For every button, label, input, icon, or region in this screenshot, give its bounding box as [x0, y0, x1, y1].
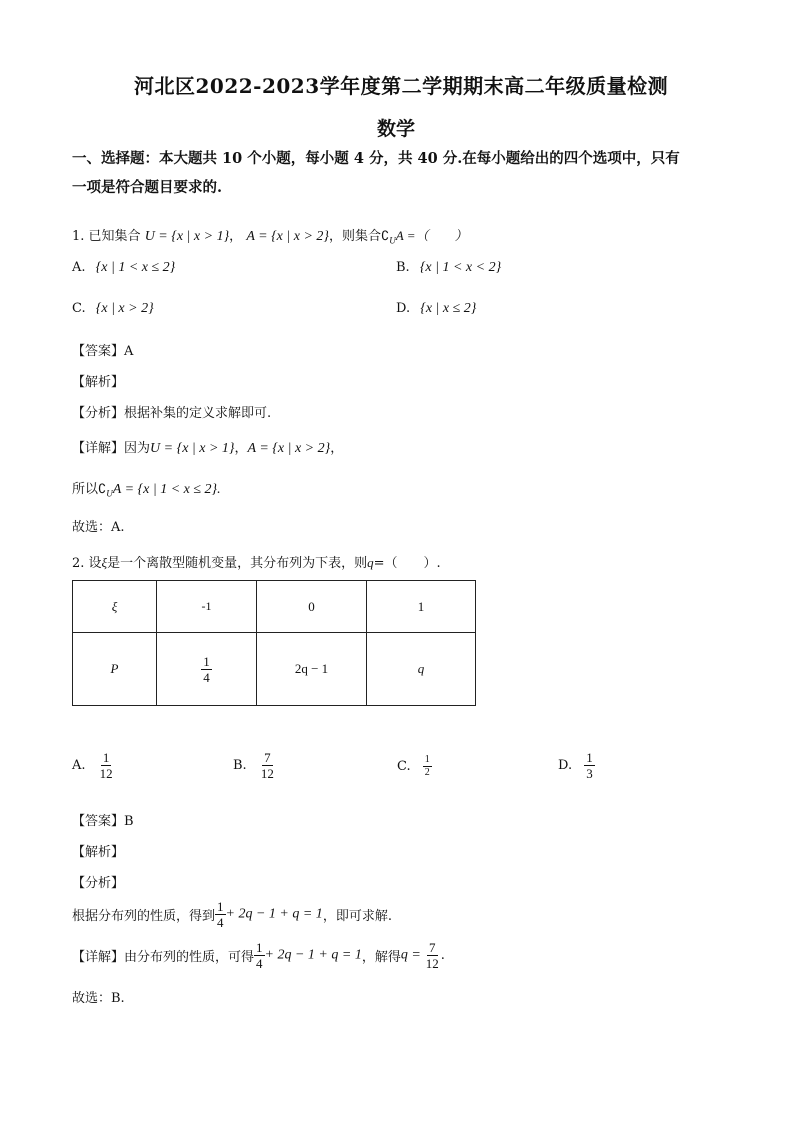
detail-text-a: 由分布列的性质，可得	[124, 950, 255, 965]
fraction-numerator: 7	[264, 750, 271, 765]
fraction-denominator: 4	[203, 669, 210, 685]
option-label: A.	[72, 758, 86, 773]
complement-symbol: ∁	[98, 481, 107, 496]
q2-fenxi	[72, 899, 392, 930]
fraction-denominator: 12	[99, 766, 113, 781]
q2-text: 是一个离散型随机变量，其分布列为下表，则	[107, 556, 368, 571]
table-row	[73, 633, 476, 706]
fraction-denominator: 12	[425, 956, 439, 971]
fraction-denominator: 3	[586, 766, 593, 781]
so-text: 所以	[72, 482, 99, 497]
q2-ask-end: =（ ）.	[373, 556, 441, 571]
fraction-numerator: 1	[203, 653, 210, 669]
option-label: C.	[72, 301, 86, 316]
q1-fenxi	[72, 402, 271, 421]
answer-value: B	[124, 814, 134, 829]
complement-sub: U	[389, 235, 396, 246]
fraction	[424, 940, 441, 971]
option-label: B.	[233, 758, 247, 773]
table-cell: 1	[367, 581, 476, 633]
table-cell: P	[73, 633, 157, 706]
section-heading	[72, 144, 680, 202]
detail-A: A = {x | x > 2}	[247, 441, 331, 456]
fraction	[423, 754, 432, 779]
fraction	[254, 940, 265, 971]
q1-choose: 故选：A.	[72, 520, 125, 535]
q2-analysis-tag: 【解析】	[72, 845, 125, 860]
fenxi-text: 根据补集的定义求解即可.	[124, 406, 272, 421]
table-cell: ξ	[73, 581, 157, 633]
detail-U: U = {x | x > 1}	[150, 441, 235, 456]
fraction	[215, 899, 226, 930]
option-value: {x | x ≤ 2}	[420, 301, 477, 316]
q2-fenxi-tag: 【分析】	[72, 876, 125, 891]
detail-tag: 【详解】	[72, 441, 125, 456]
fraction-denominator: 12	[260, 766, 274, 781]
fraction	[201, 654, 212, 685]
distribution-table	[72, 580, 476, 706]
fraction-numerator: 1	[102, 750, 110, 765]
answer-tag: 【答案】	[72, 344, 125, 359]
q2-q: q	[367, 555, 374, 570]
option-label: B.	[396, 260, 410, 275]
fraction-numerator: 1	[586, 750, 593, 765]
q2-answer	[72, 810, 134, 829]
option-label: C.	[397, 759, 411, 774]
q1-option-b[interactable]	[396, 260, 501, 276]
answer-tag: 【答案】	[72, 814, 125, 829]
option-value: {x | 1 < x < 2}	[419, 260, 502, 275]
q1-option-d[interactable]	[396, 301, 476, 317]
q1-U-set: U = {x | x > 1}	[144, 229, 230, 244]
detail-tag: 【详解】	[72, 950, 125, 965]
fraction-numerator: 1	[256, 940, 263, 955]
section-heading-line1: 一、选择题：本大题共 10 个小题，每小题 4 分，共 40 分.在每小题给出的四个选项中，只有	[72, 150, 680, 167]
detail-text: 因为	[124, 441, 151, 456]
fraction-denominator: 4	[256, 956, 263, 971]
fraction-numerator: 1	[217, 899, 224, 914]
fenxi-expr: + 2q − 1 + q = 1	[225, 906, 323, 922]
q2-prefix: 2. 设	[72, 556, 102, 571]
option-label: D.	[396, 301, 411, 316]
fraction-numerator: 1	[424, 754, 430, 765]
complement-symbol: ∁	[381, 228, 390, 243]
option-label: D.	[558, 758, 573, 773]
q2-detail: 【详解】由分布列的性质，可得 $\frac{1}{4}$ + 2q − 1 + q = 1，解得q = $\frac{7}{12}$ .	[72, 940, 445, 971]
table-cell: -1	[157, 581, 257, 633]
q2-option-a[interactable]	[72, 750, 115, 781]
detail-text-b: ，解得	[361, 950, 401, 965]
fraction	[98, 750, 115, 781]
option-value: {x | 1 < x ≤ 2}	[95, 260, 176, 275]
q2-option-c[interactable]	[397, 754, 432, 779]
fenxi-text-b: ，即可求解.	[322, 909, 392, 924]
q1-option-c[interactable]	[72, 301, 154, 317]
fraction-denominator: 4	[217, 915, 224, 930]
q1-prefix: 1. 已知集合	[72, 229, 141, 244]
q2-stem	[72, 552, 441, 571]
q1-ask: ，则集合	[329, 229, 382, 244]
table-row	[73, 581, 476, 633]
q1-detail: 【详解】因为U = {x | x > 1}，A = {x | x > 2}，	[72, 441, 344, 456]
table-cell: q	[367, 633, 476, 706]
table-cell	[157, 633, 257, 706]
detail-expr: + 2q − 1 + q = 1	[264, 947, 362, 963]
complement-sub: U	[106, 488, 113, 499]
page-title: 河北区2022-2023学年度第二学期期末高二年级质量检测	[134, 74, 669, 98]
q2-option-d[interactable]	[558, 750, 595, 781]
subject-title: 数学	[377, 118, 416, 140]
option-label: A.	[72, 260, 86, 275]
so-expr: A = {x | 1 < x ≤ 2}.	[112, 482, 221, 497]
q2-option-b[interactable]	[233, 750, 276, 781]
table-cell: 0	[257, 581, 367, 633]
q1-analysis-tag: 【解析】	[72, 375, 125, 390]
q1-ask-end: A =（ ）	[395, 228, 468, 243]
fraction-denominator: 2	[424, 767, 430, 778]
q1-option-a[interactable]	[72, 260, 175, 276]
fraction-numerator: 7	[429, 940, 436, 955]
fenxi-text-a: 根据分布列的性质，得到	[72, 909, 216, 924]
section-heading-line2: 一项是符合题目要求的.	[72, 179, 223, 196]
table-cell: 2q − 1	[257, 633, 367, 706]
q1-so	[72, 478, 221, 499]
q2-xi: ξ	[101, 555, 108, 570]
fenxi-tag: 【分析】	[72, 406, 125, 421]
detail-q: q =	[400, 947, 421, 963]
option-value: {x | x > 2}	[95, 301, 154, 316]
fraction	[584, 750, 595, 781]
q1-A-set: A = {x | x > 2}	[246, 229, 329, 244]
q2-choose: 故选：B.	[72, 991, 125, 1006]
q1-stem: 1. 已知集合 U = {x | x > 1}， A = {x | x > 2}，则集合$∁_UA$ =（ ）	[72, 228, 468, 246]
fraction	[259, 750, 276, 781]
answer-value: A	[124, 344, 134, 359]
q1-answer	[72, 340, 133, 359]
